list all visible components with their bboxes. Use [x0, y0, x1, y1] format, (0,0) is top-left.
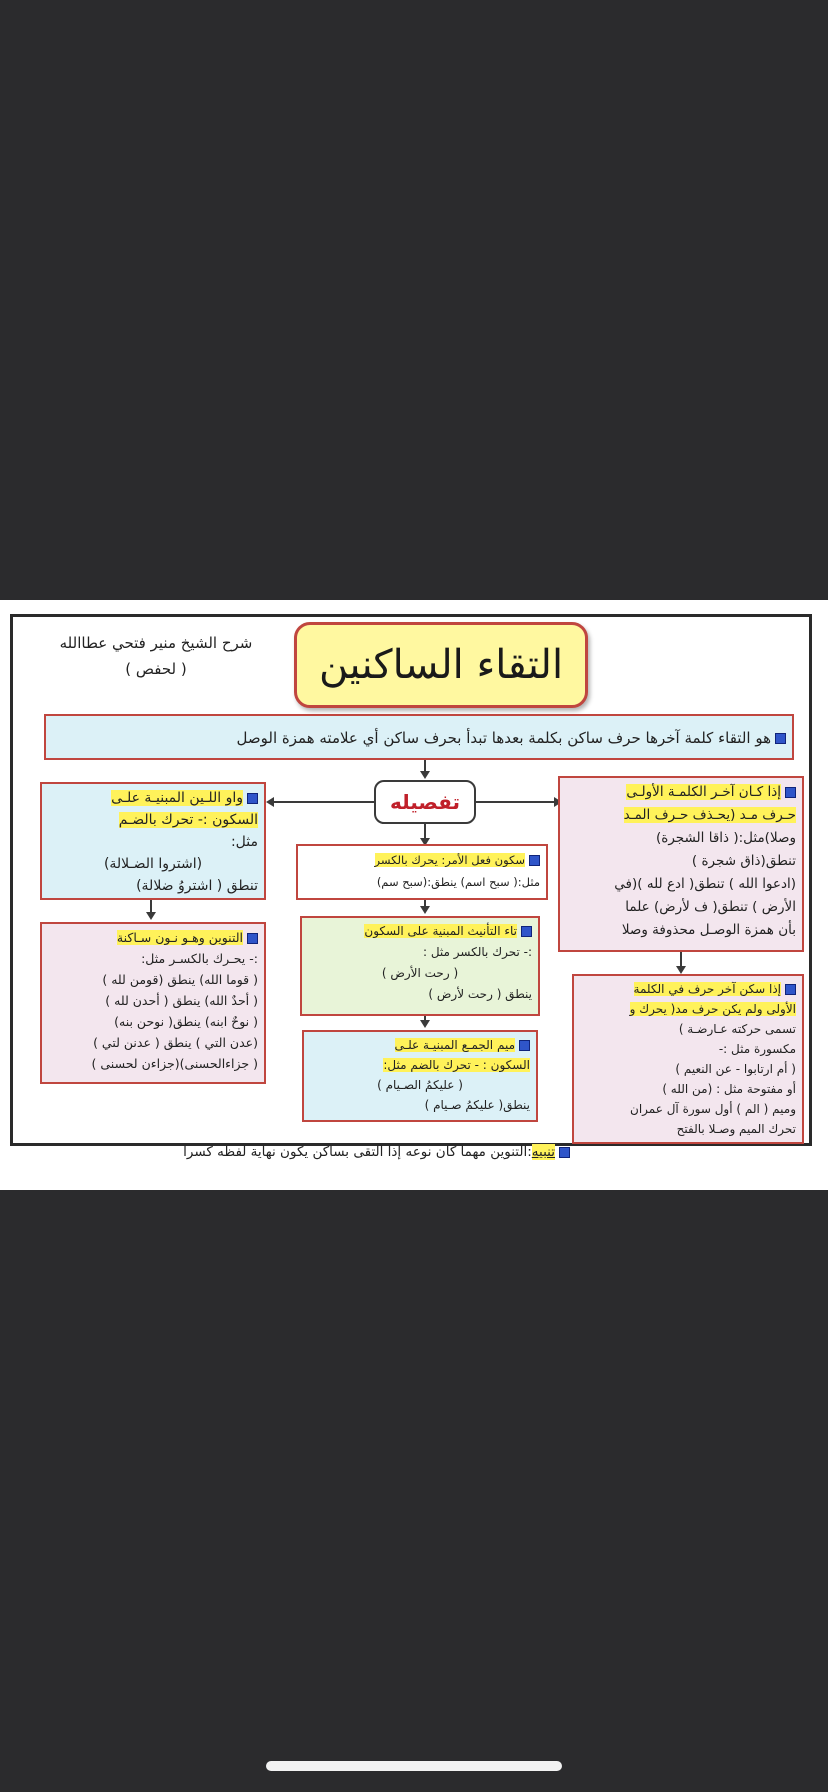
rule-madd-line: تنطق(ذاق شجرة ) — [691, 853, 796, 869]
rule-sakin-line: وميم ( الم ) أول سورة آل عمران — [630, 1102, 796, 1116]
arrow-left-icon — [266, 797, 274, 807]
note-line — [50, 1144, 570, 1160]
rule-waw-leen-line: (اشتروا الضـلالة) — [103, 856, 203, 872]
connector — [274, 801, 374, 803]
arrow-down-icon — [676, 966, 686, 974]
rule-sakin-line: تسمى حركته عـارضـة ) — [678, 1022, 796, 1036]
center-label: تفصيله — [389, 790, 461, 814]
rule-waw-leen-line: السكون :- تحرك بالضـم — [118, 812, 258, 828]
page-title: التقاء الساكنين — [318, 642, 564, 688]
rule-madd-line: (ادعوا الله ) تنطق( ادع لله )(في — [614, 876, 796, 892]
rule-madd-line: الأرض ) تنطق( ف لأرض) علما — [625, 899, 796, 915]
bullet-icon — [529, 855, 540, 866]
rule-tanween-line: :- يحـرك بالكسـر مثل: — [141, 951, 258, 966]
bullet-icon — [247, 793, 258, 804]
rule-sakin-line: الأولى ولم يكن حرف مد( يحرك و — [629, 1002, 796, 1016]
rule-meem-line: ( عليكمُ الصـيام ) — [377, 1078, 463, 1092]
rule-waw-leen-box — [40, 782, 266, 900]
note-text: :التنوين مهما كان نوعه إذا التقى بساكن يكون نهاية لفظه كسرا — [183, 1144, 532, 1160]
author-block — [26, 630, 286, 682]
bullet-icon — [521, 926, 532, 937]
bullet-icon — [519, 1040, 530, 1051]
rule-amr-line: مثل:( سبح اسم) ينطق:(سبح سم) — [376, 875, 540, 889]
rule-taa-line: ينطق ( رحت لأرض ) — [428, 987, 532, 1001]
rule-taa-line: ( رحت الأرض ) — [381, 966, 459, 980]
rule-tanween-box — [40, 922, 266, 1084]
note-label: تنبيه — [531, 1144, 555, 1160]
rule-tanween-line: ( أحدٌ الله) ينطق ( أحدن لله ) — [105, 993, 258, 1008]
rule-tanween-line: ( نوحٌ ابنه) ينطق( نوحن بنه) — [114, 1014, 258, 1029]
definition-box — [44, 714, 794, 760]
rule-taa-line: تاء التأنيث المبنية على السكون — [364, 924, 517, 938]
infographic-sheet — [0, 600, 828, 1190]
rule-tanween-line: ( قوما الله) ينطق (قومن لله ) — [102, 972, 258, 987]
definition-text: هو التقاء كلمة آخرها حرف ساكن بكلمة بعدها تبدأ بحرف ساكن أي علامته همزة الوصل — [236, 729, 771, 747]
rule-meem-line: ميم الجمـع المبنيـة علـى — [394, 1038, 515, 1052]
rule-madd-line: بأن همزة الوصـل محذوفة وصلا — [621, 922, 796, 938]
center-label-box — [374, 780, 476, 824]
bullet-icon — [559, 1147, 570, 1158]
bullet-icon — [785, 984, 796, 995]
rule-madd-line: وصلا)مثل:( ذاقا الشجرة) — [656, 830, 796, 846]
connector — [476, 801, 554, 803]
rule-sakin-box — [572, 974, 804, 1144]
rule-sakin-line: ( أم ارتابوا - عن النعيم ) — [675, 1062, 796, 1076]
riwaya-label: ( لحفص ) — [125, 660, 187, 678]
arrow-down-icon — [420, 771, 430, 779]
title-box — [294, 622, 588, 708]
rule-sakin-line: مكسورة مثل :- — [718, 1042, 796, 1056]
rule-tanween-line: (عدن التي ) ينطق ( عدنن لتي ) — [93, 1035, 258, 1050]
rule-sakin-line: تحرك الميم وصـلا بالفتح — [676, 1122, 796, 1136]
author-name: شرح الشيخ منير فتحي عطاالله — [59, 634, 253, 652]
rule-meem-line: السكون : - تحرك بالضم مثل: — [383, 1058, 530, 1072]
arrow-down-icon — [420, 1020, 430, 1028]
rule-waw-leen-line: تنطق ( اشتروُ ضلالة) — [136, 878, 258, 894]
arrow-down-icon — [146, 912, 156, 920]
rule-meem-line: ينطق( عليكمُ صـيام ) — [424, 1098, 530, 1112]
rule-madd-line: حـرف مـد (يحـذف حـرف المـد — [623, 807, 796, 823]
rule-taa-box — [300, 916, 540, 1016]
rule-tanween-line: ( جزاءالحسنى)(جزاءن لحسنى ) — [91, 1056, 258, 1071]
home-indicator[interactable] — [266, 1761, 562, 1771]
rule-sakin-line: إذا سكن آخر حرف في الكلمة — [633, 982, 781, 996]
rule-sakin-line: أو مفتوحة مثل : (من الله ) — [662, 1082, 796, 1096]
bullet-icon — [775, 733, 786, 744]
rule-waw-leen-line: مثل: — [230, 834, 258, 850]
bullet-icon — [785, 787, 796, 798]
rule-amr-box — [296, 844, 548, 900]
rule-tanween-line: التنوين وهـو نـون سـاكنة — [116, 930, 243, 945]
rule-taa-line: :- تحرك بالكسر مثل : — [422, 945, 532, 959]
rule-amr-line: سكون فعل الأمر: يحرك بالكسر — [374, 853, 525, 867]
arrow-down-icon — [420, 906, 430, 914]
rule-madd-line: إذا كـان آخـر الكلمـة الأولـى — [626, 784, 781, 800]
rule-meem-box — [302, 1030, 538, 1122]
rule-madd-box — [558, 776, 804, 952]
bullet-icon — [247, 933, 258, 944]
rule-waw-leen-line: واو اللـين المبنيـة علـى — [111, 790, 243, 806]
